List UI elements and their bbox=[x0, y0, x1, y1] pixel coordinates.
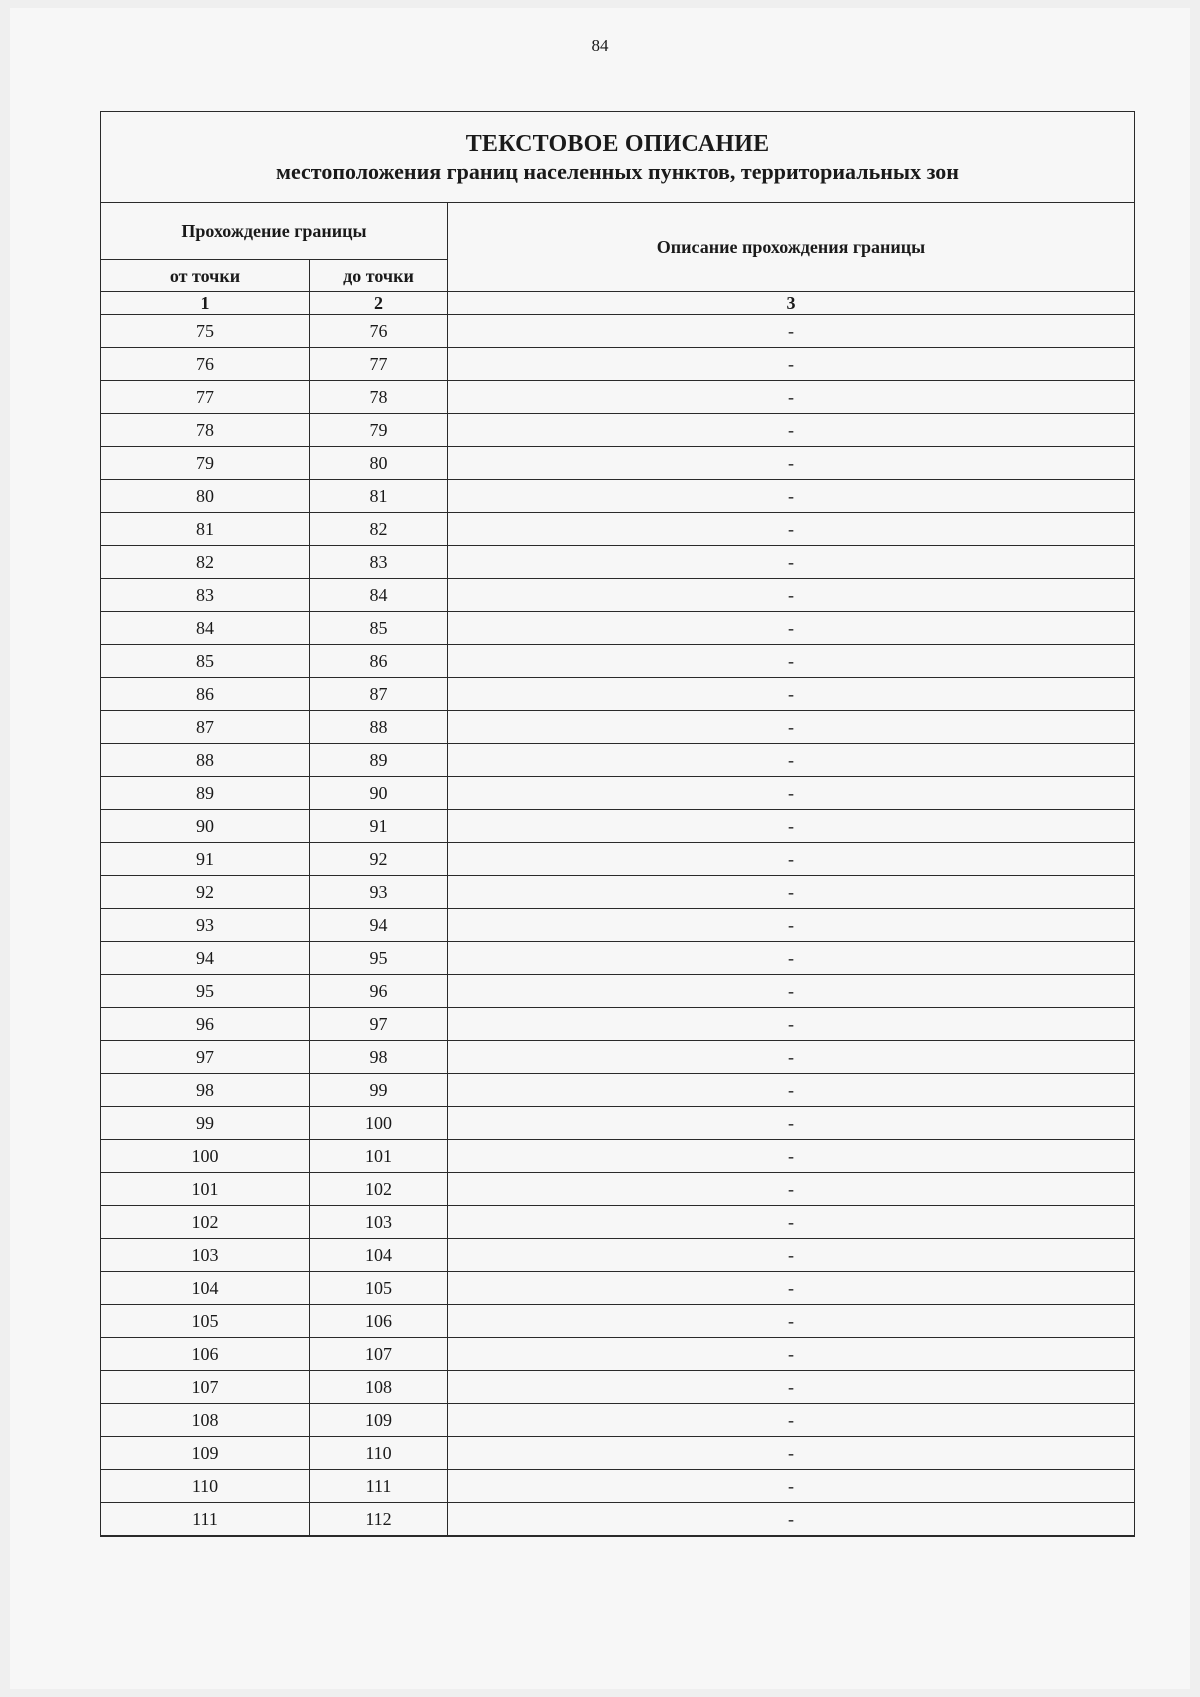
table-row bbox=[101, 513, 1135, 546]
description-cell: - bbox=[448, 546, 1135, 579]
from-point-cell: 106 bbox=[101, 1338, 310, 1371]
to-point-cell: 110 bbox=[310, 1437, 448, 1470]
table-row bbox=[101, 876, 1135, 909]
from-point-cell: 86 bbox=[101, 678, 310, 711]
to-point-cell: 83 bbox=[310, 546, 448, 579]
table-row bbox=[101, 975, 1135, 1008]
table-row bbox=[101, 447, 1135, 480]
from-point-cell: 93 bbox=[101, 909, 310, 942]
from-point-cell: 97 bbox=[101, 1041, 310, 1074]
description-cell: - bbox=[448, 1470, 1135, 1503]
column-number-1: 1 bbox=[101, 292, 310, 315]
to-point-cell: 86 bbox=[310, 645, 448, 678]
from-point-cell: 107 bbox=[101, 1371, 310, 1404]
table-row bbox=[101, 1239, 1135, 1272]
table-row bbox=[101, 480, 1135, 513]
description-cell: - bbox=[448, 909, 1135, 942]
table-title bbox=[101, 112, 1135, 203]
from-point-cell: 80 bbox=[101, 480, 310, 513]
description-cell: - bbox=[448, 810, 1135, 843]
title-row bbox=[101, 112, 1135, 203]
from-point-cell: 110 bbox=[101, 1470, 310, 1503]
description-cell: - bbox=[448, 1173, 1135, 1206]
header-row-group bbox=[101, 203, 1135, 260]
table-row bbox=[101, 1437, 1135, 1470]
table-row bbox=[101, 777, 1135, 810]
from-point-cell: 101 bbox=[101, 1173, 310, 1206]
to-point-cell: 97 bbox=[310, 1008, 448, 1041]
table-row bbox=[101, 579, 1135, 612]
from-point-cell: 88 bbox=[101, 744, 310, 777]
from-point-cell: 85 bbox=[101, 645, 310, 678]
from-point-cell: 99 bbox=[101, 1107, 310, 1140]
description-cell: - bbox=[448, 942, 1135, 975]
to-point-cell: 87 bbox=[310, 678, 448, 711]
description-cell: - bbox=[448, 1437, 1135, 1470]
to-point-cell: 76 bbox=[310, 315, 448, 348]
description-cell: - bbox=[448, 678, 1135, 711]
from-point-cell: 104 bbox=[101, 1272, 310, 1305]
description-cell: - bbox=[448, 348, 1135, 381]
to-point-cell: 99 bbox=[310, 1074, 448, 1107]
to-point-cell: 80 bbox=[310, 447, 448, 480]
table-row bbox=[101, 909, 1135, 942]
table-row bbox=[101, 1107, 1135, 1140]
to-point-cell: 78 bbox=[310, 381, 448, 414]
from-point-cell: 76 bbox=[101, 348, 310, 381]
to-point-cell: 77 bbox=[310, 348, 448, 381]
from-point-cell: 109 bbox=[101, 1437, 310, 1470]
to-point-cell: 96 bbox=[310, 975, 448, 1008]
to-point-cell: 105 bbox=[310, 1272, 448, 1305]
table-row bbox=[101, 744, 1135, 777]
description-cell: - bbox=[448, 1272, 1135, 1305]
header-to-point: до точки bbox=[310, 260, 448, 292]
to-point-cell: 100 bbox=[310, 1107, 448, 1140]
from-point-cell: 83 bbox=[101, 579, 310, 612]
column-number-2: 2 bbox=[310, 292, 448, 315]
table-row bbox=[101, 1206, 1135, 1239]
description-cell: - bbox=[448, 843, 1135, 876]
table-row bbox=[101, 348, 1135, 381]
from-point-cell: 95 bbox=[101, 975, 310, 1008]
from-point-cell: 82 bbox=[101, 546, 310, 579]
from-point-cell: 89 bbox=[101, 777, 310, 810]
description-cell: - bbox=[448, 1239, 1135, 1272]
from-point-cell: 77 bbox=[101, 381, 310, 414]
table-row bbox=[101, 810, 1135, 843]
table-row bbox=[101, 1371, 1135, 1404]
description-cell: - bbox=[448, 1503, 1135, 1537]
from-point-cell: 92 bbox=[101, 876, 310, 909]
description-cell: - bbox=[448, 480, 1135, 513]
from-point-cell: 79 bbox=[101, 447, 310, 480]
to-point-cell: 95 bbox=[310, 942, 448, 975]
to-point-cell: 107 bbox=[310, 1338, 448, 1371]
to-point-cell: 108 bbox=[310, 1371, 448, 1404]
to-point-cell: 88 bbox=[310, 711, 448, 744]
from-point-cell: 87 bbox=[101, 711, 310, 744]
table-row bbox=[101, 843, 1135, 876]
table-row bbox=[101, 1305, 1135, 1338]
table-row bbox=[101, 1173, 1135, 1206]
description-cell: - bbox=[448, 1338, 1135, 1371]
description-cell: - bbox=[448, 1107, 1135, 1140]
title-subtitle: местоположения границ населенных пунктов, территориальных зон bbox=[276, 158, 959, 184]
description-cell: - bbox=[448, 1008, 1135, 1041]
to-point-cell: 89 bbox=[310, 744, 448, 777]
description-cell: - bbox=[448, 777, 1135, 810]
from-point-cell: 78 bbox=[101, 414, 310, 447]
from-point-cell: 75 bbox=[101, 315, 310, 348]
from-point-cell: 100 bbox=[101, 1140, 310, 1173]
description-cell: - bbox=[448, 744, 1135, 777]
to-point-cell: 82 bbox=[310, 513, 448, 546]
to-point-cell: 79 bbox=[310, 414, 448, 447]
description-cell: - bbox=[448, 1074, 1135, 1107]
from-point-cell: 96 bbox=[101, 1008, 310, 1041]
to-point-cell: 104 bbox=[310, 1239, 448, 1272]
page-number: 84 bbox=[591, 36, 609, 55]
to-point-cell: 106 bbox=[310, 1305, 448, 1338]
from-point-cell: 111 bbox=[101, 1503, 310, 1537]
to-point-cell: 101 bbox=[310, 1140, 448, 1173]
description-cell: - bbox=[448, 1140, 1135, 1173]
header-description: Описание прохождения границы bbox=[448, 203, 1135, 292]
table-row bbox=[101, 1503, 1135, 1537]
description-cell: - bbox=[448, 1041, 1135, 1074]
table-row bbox=[101, 546, 1135, 579]
table-row bbox=[101, 612, 1135, 645]
to-point-cell: 102 bbox=[310, 1173, 448, 1206]
from-point-cell: 90 bbox=[101, 810, 310, 843]
from-point-cell: 81 bbox=[101, 513, 310, 546]
to-point-cell: 85 bbox=[310, 612, 448, 645]
header-from-point: от точки bbox=[101, 260, 310, 292]
to-point-cell: 112 bbox=[310, 1503, 448, 1537]
table-row bbox=[101, 381, 1135, 414]
to-point-cell: 81 bbox=[310, 480, 448, 513]
description-cell: - bbox=[448, 579, 1135, 612]
boundary-description-table bbox=[100, 111, 1135, 1537]
to-point-cell: 98 bbox=[310, 1041, 448, 1074]
to-point-cell: 90 bbox=[310, 777, 448, 810]
table-row bbox=[101, 315, 1135, 348]
description-cell: - bbox=[448, 1371, 1135, 1404]
description-cell: - bbox=[448, 381, 1135, 414]
description-cell: - bbox=[448, 1305, 1135, 1338]
title-main: ТЕКСТОВОЕ ОПИСАНИЕ bbox=[465, 130, 770, 157]
table-row bbox=[101, 1008, 1135, 1041]
table-row bbox=[101, 1470, 1135, 1503]
from-point-cell: 108 bbox=[101, 1404, 310, 1437]
description-cell: - bbox=[448, 315, 1135, 348]
to-point-cell: 111 bbox=[310, 1470, 448, 1503]
to-point-cell: 84 bbox=[310, 579, 448, 612]
from-point-cell: 105 bbox=[101, 1305, 310, 1338]
from-point-cell: 98 bbox=[101, 1074, 310, 1107]
from-point-cell: 94 bbox=[101, 942, 310, 975]
from-point-cell: 103 bbox=[101, 1239, 310, 1272]
header-boundary-passage: Прохождение границы bbox=[101, 203, 448, 260]
to-point-cell: 93 bbox=[310, 876, 448, 909]
description-cell: - bbox=[448, 876, 1135, 909]
description-cell: - bbox=[448, 975, 1135, 1008]
to-point-cell: 91 bbox=[310, 810, 448, 843]
from-point-cell: 91 bbox=[101, 843, 310, 876]
description-cell: - bbox=[448, 1206, 1135, 1239]
description-cell: - bbox=[448, 711, 1135, 744]
description-cell: - bbox=[448, 414, 1135, 447]
description-cell: - bbox=[448, 1404, 1135, 1437]
table-row bbox=[101, 1041, 1135, 1074]
header-row-numbers bbox=[101, 292, 1135, 315]
table-row bbox=[101, 711, 1135, 744]
from-point-cell: 84 bbox=[101, 612, 310, 645]
table-row bbox=[101, 942, 1135, 975]
table-row bbox=[101, 414, 1135, 447]
to-point-cell: 109 bbox=[310, 1404, 448, 1437]
table-row bbox=[101, 645, 1135, 678]
table-row bbox=[101, 1074, 1135, 1107]
table-row bbox=[101, 1338, 1135, 1371]
table-row bbox=[101, 678, 1135, 711]
table-row bbox=[101, 1404, 1135, 1437]
to-point-cell: 103 bbox=[310, 1206, 448, 1239]
table-row bbox=[101, 1140, 1135, 1173]
description-cell: - bbox=[448, 612, 1135, 645]
to-point-cell: 94 bbox=[310, 909, 448, 942]
table-row bbox=[101, 1272, 1135, 1305]
to-point-cell: 92 bbox=[310, 843, 448, 876]
description-cell: - bbox=[448, 645, 1135, 678]
description-cell: - bbox=[448, 447, 1135, 480]
from-point-cell: 102 bbox=[101, 1206, 310, 1239]
description-cell: - bbox=[448, 513, 1135, 546]
column-number-3: 3 bbox=[448, 292, 1135, 315]
